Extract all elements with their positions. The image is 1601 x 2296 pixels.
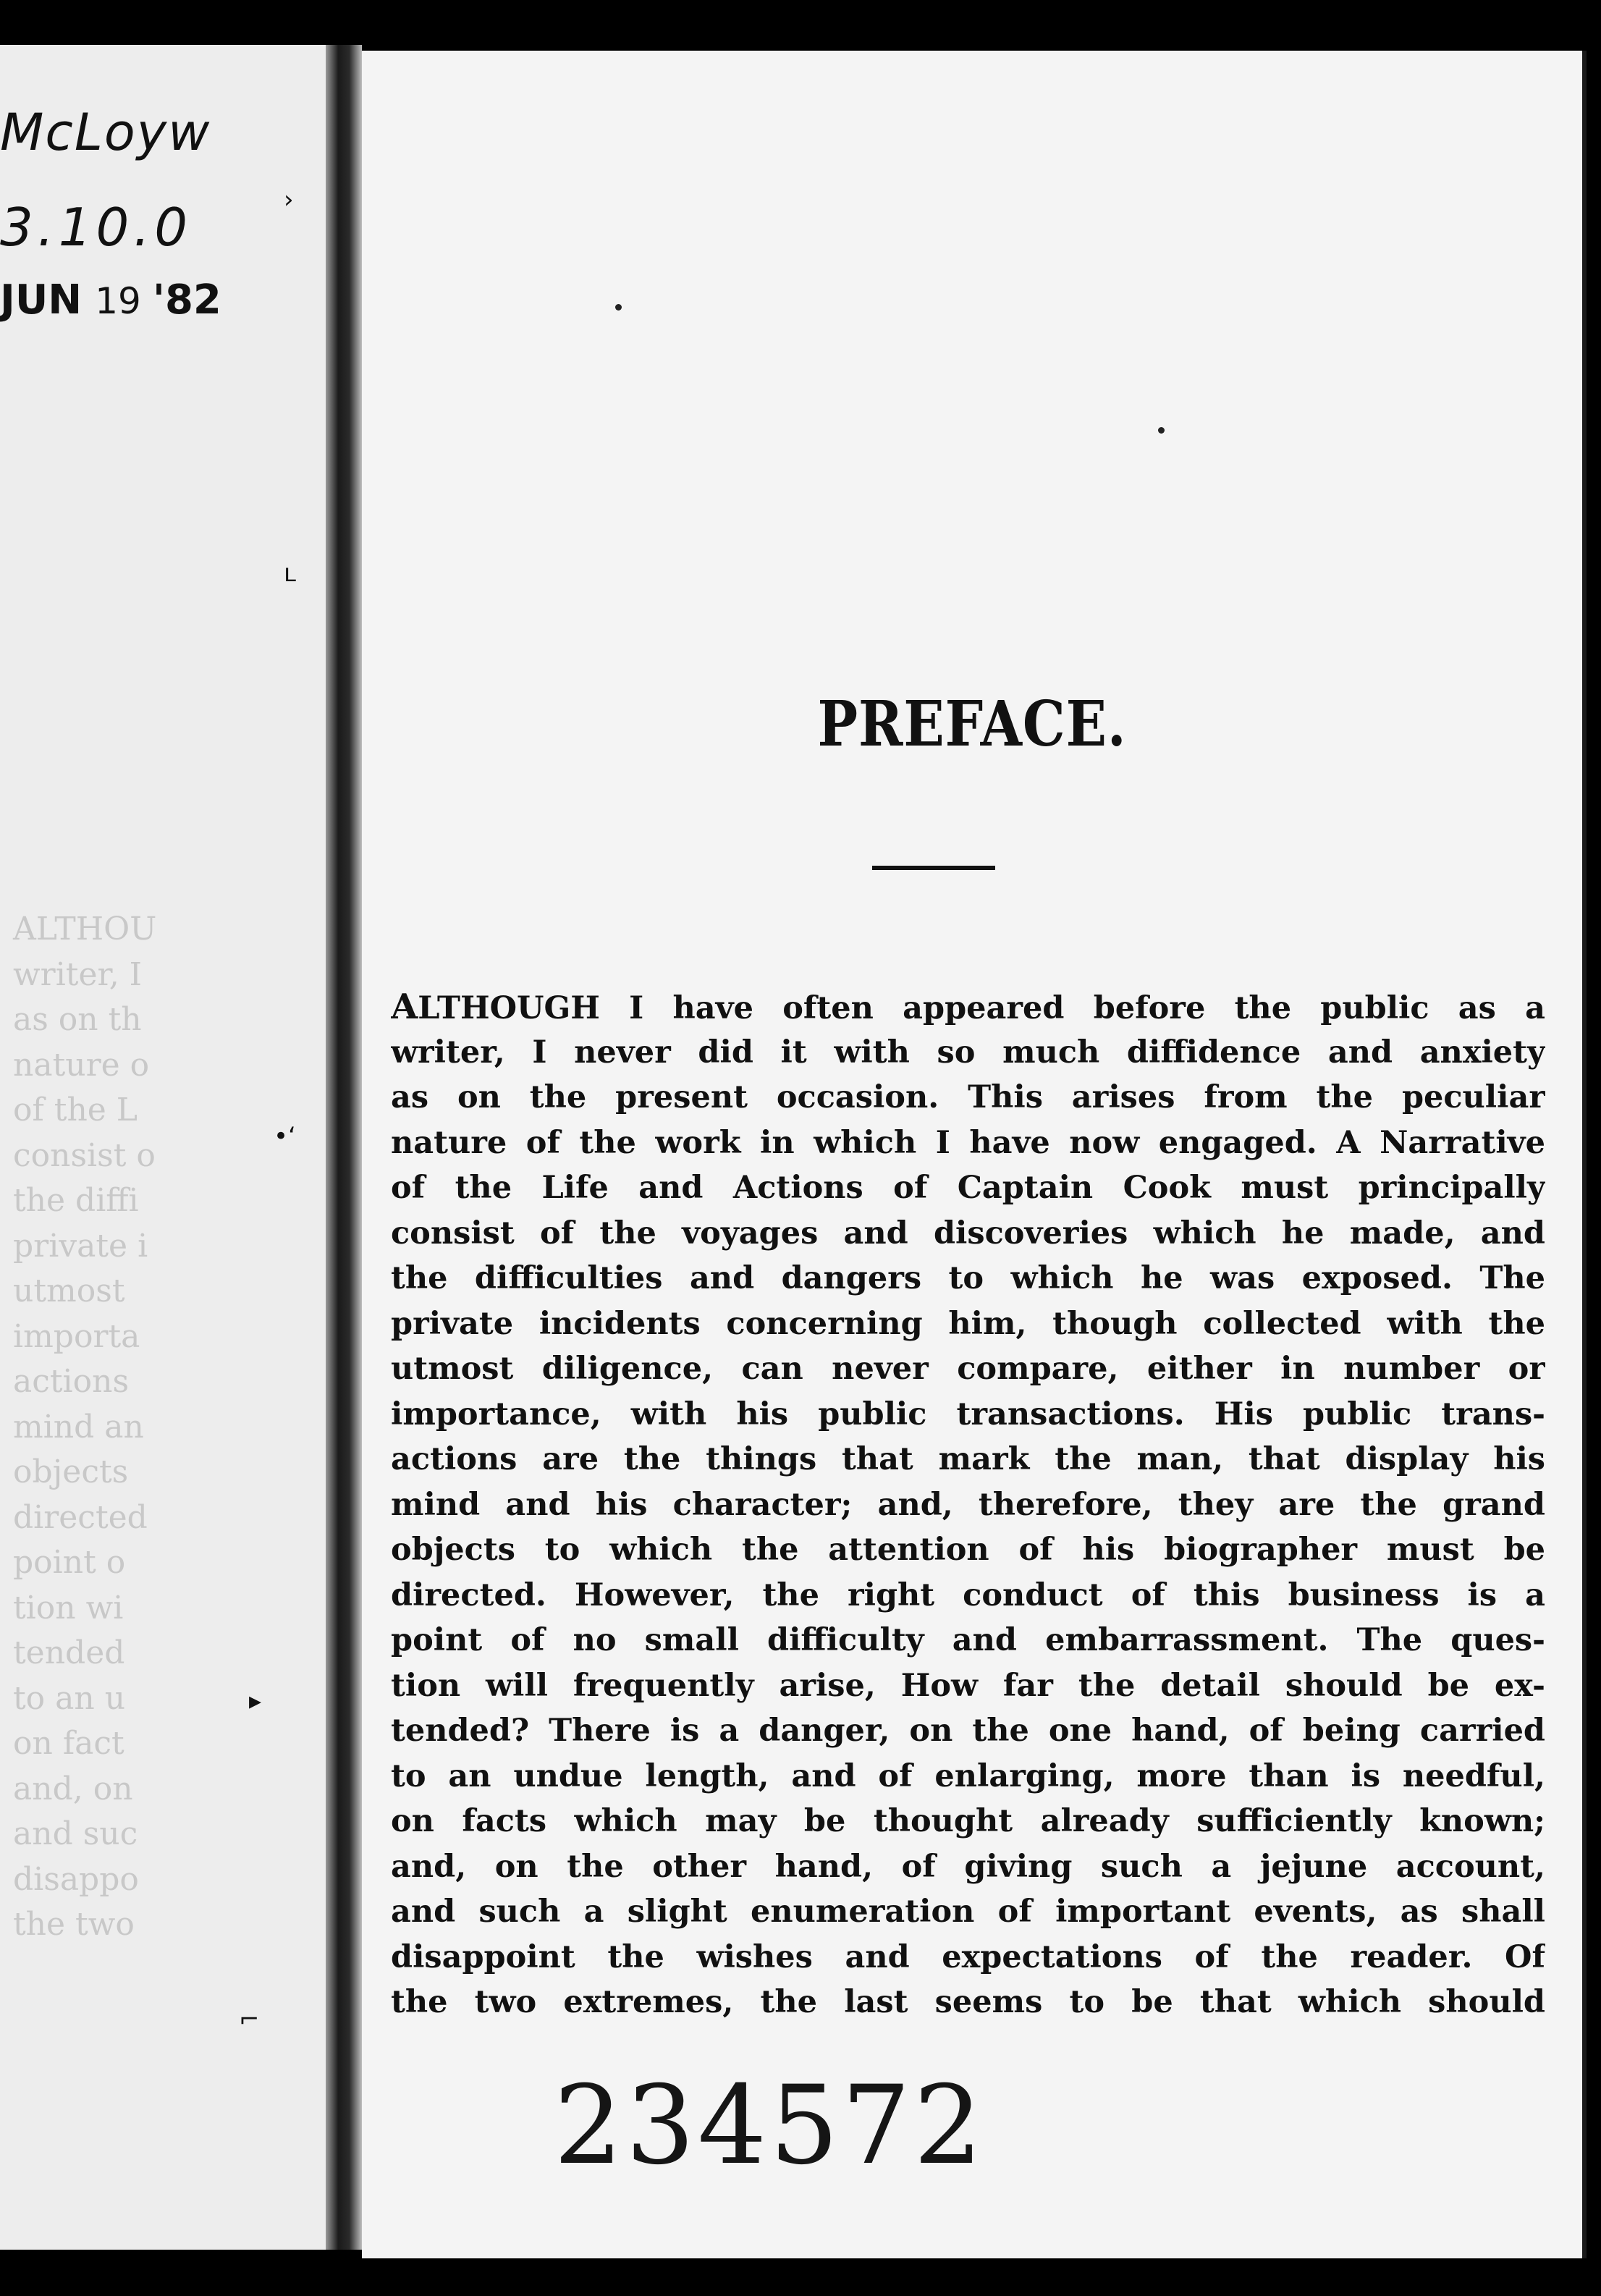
body-line: objects to which the attention of his biographer must be <box>391 1532 1545 1568</box>
show-through-line: as on th <box>13 1001 142 1038</box>
body-line: as on the present occasion. This arises from the peculiar <box>391 1079 1545 1115</box>
body-line: private incidents concerning him, though collected with the <box>391 1305 1545 1342</box>
margin-tick-mark: ▸ <box>249 1687 262 1715</box>
margin-tick-mark: ʟ <box>284 559 297 588</box>
handwritten-note-number: 3.10.0 <box>0 197 193 258</box>
show-through-line: of the L <box>13 1092 138 1128</box>
body-line: on facts which may be thought already sufficiently known; <box>391 1803 1545 1839</box>
show-through-line: the two <box>13 1906 135 1943</box>
book-gutter <box>326 45 362 2250</box>
body-line: actions are the things that mark the man, that display his <box>391 1441 1545 1477</box>
show-through-line: private i <box>13 1227 148 1265</box>
preface-page <box>239 51 1587 2258</box>
accession-number-stamp: 234572 <box>554 2063 986 2189</box>
body-line: to an undue length, and of enlarging, more than is needful, <box>391 1757 1545 1794</box>
body-line: and such a slight enumeration of important events, as shall <box>391 1894 1545 1930</box>
show-through-line: point o <box>13 1544 126 1581</box>
show-through-line: writer, I <box>13 955 143 993</box>
show-through-line: tion wi <box>13 1589 124 1626</box>
show-through-line: importa <box>13 1317 140 1355</box>
show-through-line: objects <box>13 1453 129 1490</box>
date-stamp-year: '82 <box>152 277 221 324</box>
show-through-line: actions <box>13 1363 130 1400</box>
show-through-line: the diffi <box>13 1182 139 1219</box>
body-line: mind and his character; and, therefore, they are the grand <box>391 1486 1545 1523</box>
body-line: tended? There is a danger, on the one hand, of being carried <box>391 1713 1545 1749</box>
show-through-line: consist o <box>13 1136 156 1174</box>
body-line: importance, with his public transactions. His public trans- <box>391 1396 1545 1432</box>
body-line: directed. However, the right conduct of this business is a <box>391 1577 1545 1613</box>
show-through-line: disappo <box>13 1860 139 1898</box>
body-line: nature of the work in which I have now engaged. A Narrative <box>391 1124 1545 1161</box>
title-rule <box>872 866 995 870</box>
body-line: utmost diligence, can never compare, either in number or <box>391 1351 1545 1387</box>
date-stamp-month: JUN <box>0 277 83 324</box>
margin-tick-mark: ⌐ <box>239 2005 260 2034</box>
show-through-line: on fact <box>13 1725 124 1762</box>
show-through-line: and suc <box>13 1815 138 1852</box>
handwritten-note-name: McLoyw <box>0 103 211 162</box>
body-line: the difficulties and dangers to which he was exposed. The <box>391 1260 1545 1296</box>
speck <box>1158 427 1165 434</box>
body-line: of the Life and Actions of Captain Cook must principally <box>391 1170 1545 1206</box>
body-line: consist of the voyages and discoveries which he made, and <box>391 1215 1545 1252</box>
body-line: and, on the other hand, of giving such a jejune account, <box>391 1848 1545 1885</box>
page-title: PREFACE. <box>817 688 1127 761</box>
body-line: tion will frequently arise, How far the detail should be ex- <box>391 1667 1545 1704</box>
body-line: writer, I never did it with so much diffidence and anxiety <box>391 1034 1545 1071</box>
speck <box>615 304 622 311</box>
show-through-line: to an u <box>13 1679 126 1717</box>
show-through-line: tended <box>13 1634 125 1671</box>
show-through-line: utmost <box>13 1272 125 1309</box>
show-through-line: and, on <box>13 1770 133 1807</box>
show-through-line: directed <box>13 1498 148 1536</box>
date-stamp-day: 19 <box>95 280 141 322</box>
body-line: the two extremes, the last seems to be that which should <box>391 1984 1545 2020</box>
show-through-line: mind an <box>13 1408 144 1445</box>
margin-tick-mark: › <box>284 185 294 214</box>
preface-body <box>391 984 1545 2025</box>
margin-tick-mark: •‘ <box>274 1122 296 1151</box>
body-line: disappoint the wishes and expectations of the reader. Of <box>391 1938 1545 1975</box>
body-line: point of no small difficulty and embarrassment. The ques- <box>391 1622 1545 1658</box>
show-through-line: ALTHOU <box>13 911 157 947</box>
date-stamp <box>0 277 221 324</box>
show-through-line: nature o <box>13 1046 150 1084</box>
body-line: ALTHOUGH I have often appeared before the public as a <box>391 987 1545 1027</box>
